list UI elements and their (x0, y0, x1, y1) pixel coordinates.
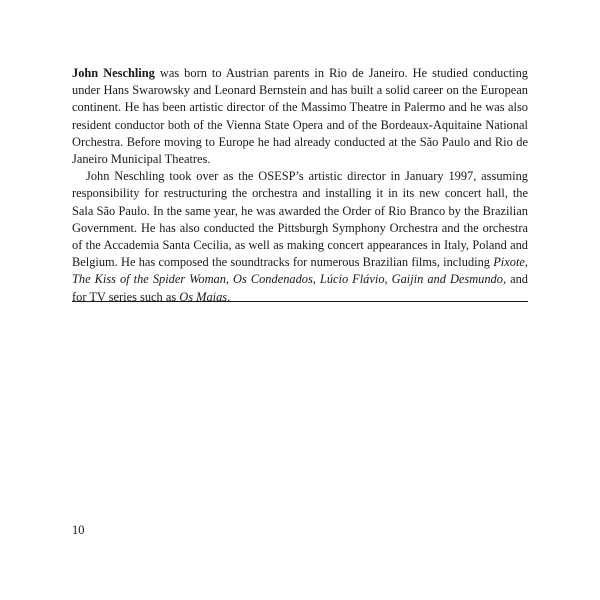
horizontal-rule (72, 301, 528, 302)
paragraph-career-text: . (227, 289, 231, 304)
separator: , (524, 255, 528, 270)
paragraph-career (72, 168, 528, 306)
conductor-name: John Neschling (72, 66, 155, 80)
biography-text (72, 65, 528, 306)
film-title: Lúcio Flávio (319, 272, 385, 287)
paragraph-intro-text: was born to Austrian parents in Rio de Janeiro. He studied conducting under Hans Swarowsky and Leonard Bernstein and has built a solid career on the European continent. He has been artistic director of the Massimo Theatre in Palermo and he was also resident conductor both of the Vienna State Opera and of the Bordeaux-Aquitaine National Orchestra. Before moving to Europe he had already conducted at the São Paulo and Rio de Janeiro Municipal Theatres. (72, 66, 529, 167)
page-number: 10 (72, 523, 85, 537)
separator: , (384, 272, 392, 287)
paragraph-career-text: , and for TV series such as (72, 272, 528, 304)
film-title: The Kiss of the Spider Woman (72, 272, 226, 287)
separator: , (225, 272, 234, 287)
separator: , (312, 272, 320, 287)
film-title: Gaijin and Desmundo (391, 272, 503, 287)
series-title: Os Maias (179, 289, 228, 304)
paragraph-career-text: John Neschling took over as the OSESP’s artistic director in January 1997, assuming responsibility for restructuring the orchestra and installing it in its new concert hall, the Sala São Paulo. In the same year, he was awarded the Order of Rio Branco by the Brazilian Government. He has also conducted the Pittsburgh Symphony Orchestra and the orchestra of the Accademia Santa Cecilia, as well as making concert appearances in Italy, Poland and Belgium. He has composed the soundtracks for numerous Brazilian films, including (72, 169, 528, 270)
film-title: Pixote (493, 255, 525, 270)
film-title: Os Condenados (233, 272, 313, 287)
paragraph-intro (72, 65, 528, 168)
